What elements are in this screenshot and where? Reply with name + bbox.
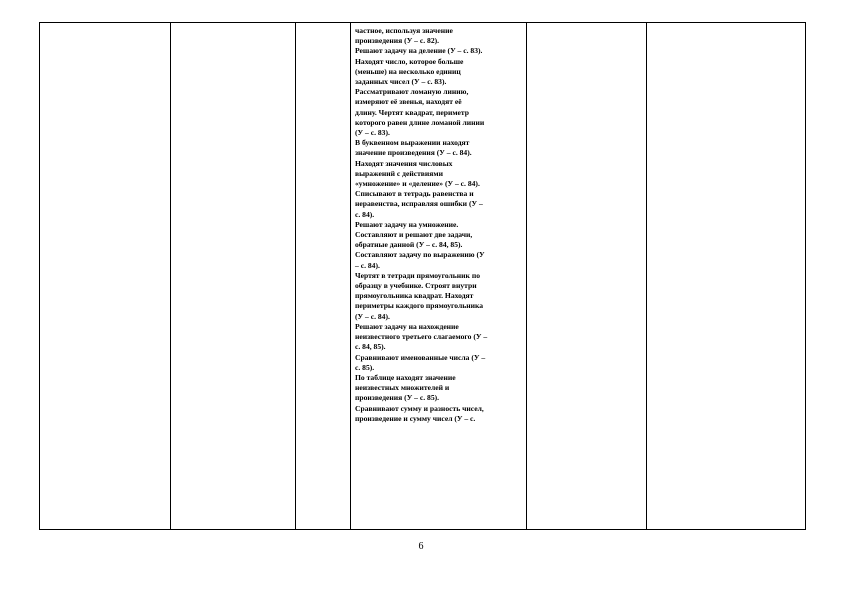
text-line: В буквенном выражении находят [355,138,470,148]
activities-text [351,23,526,529]
text-line: прямоугольника квадрат. Находят [355,291,474,301]
table-cell-5 [527,23,647,530]
text-line: неизвестных множителей и [355,383,450,393]
text-line: выражений с действиями [355,168,443,178]
text-line: – с. 84). [355,260,380,270]
text-line: длину. Чертят квадрат, периметр [355,107,469,117]
text-line: частное, используя значение [355,26,453,35]
text-line: неизвестного третьего слагаемого (У – [355,332,488,342]
text-line: «умножение» и «деление» (У – с. 84). [355,179,480,189]
text-line: (У – с. 84). [355,311,390,321]
table-cell-3 [296,23,351,530]
text-line: периметры каждого прямоугольника [355,301,484,311]
text-line: Списывают в тетрадь равенства и [355,189,474,199]
text-line: Находят значения числовых [355,158,453,168]
text-line: произведения (У – с. 85). [355,393,440,403]
text-line: Рассматривают ломаную линию, [355,87,469,97]
text-line: обратные данной (У – с. 84, 85). [355,240,463,250]
text-line: которого равен длине ломаной линии [355,117,485,127]
text-line: с. 84, 85). [355,342,386,352]
table-cell-1 [40,23,171,530]
text-line: измеряют её звенья, находят её [355,97,462,107]
table-cell-activities [351,23,527,530]
text-line: По таблице находят значение [355,372,456,382]
text-line: неравенства, исправляя ошибки (У – [355,199,483,209]
text-line: Составляют задачу по выражению (У [355,250,485,260]
text-line: образцу в учебнике. Строят внутри [355,281,477,291]
text-line: с. 85). [355,362,375,372]
text-line: заданных чисел (У – с. 83). [355,77,447,87]
text-line: (У – с. 83). [355,128,390,138]
table-cell-6 [647,23,806,530]
text-line: Чертят в тетради прямоугольник по [355,270,481,280]
text-line: Сравнивают именованные числа (У – [355,352,486,362]
text-line: Решают задачу на нахождение [355,321,459,331]
text-line: Сравнивают сумму и разность чисел, [355,403,484,413]
text-line: произведения (У – с. 82). [355,36,440,46]
table-cell-2 [171,23,296,530]
page-number: 6 [418,541,424,552]
text-line: Составляют и решают две задачи, [355,230,473,240]
text-line: (меньше) на несколько единиц [355,66,461,76]
text-line: с. 84). [355,209,375,219]
text-line: произведение и сумму чисел (У – с. [355,413,476,423]
text-line: Находят число, которое больше [355,56,464,66]
activities-table [39,22,806,530]
text-line: Решают задачу на деление (У – с. 83). [355,46,483,56]
text-line: Решают задачу на умножение. [355,219,459,229]
text-line: значение произведения (У – с. 84). [355,148,472,158]
table-row [40,23,806,530]
